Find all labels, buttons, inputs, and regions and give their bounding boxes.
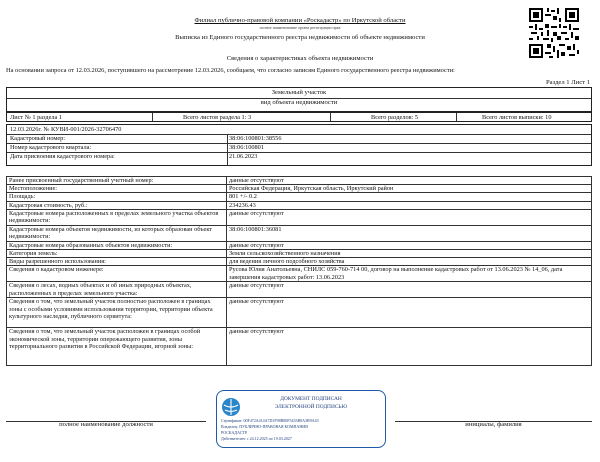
table-row	[7, 241, 592, 249]
table-row	[7, 201, 592, 209]
table-row	[7, 209, 592, 225]
table-row	[7, 193, 592, 201]
quarter-number-label: Номер кадастрового квартала:	[10, 144, 92, 151]
row-key: Сведения о лесах, водных объектах и об иных природных объектах, расположенных в пределах земельного участка:	[7, 282, 227, 298]
row-key: Кадастровые номера объектов недвижимости, из которых образован объект недвижимости:	[7, 225, 227, 241]
document-subtitle: Сведения о характеристиках объекта недвижимости	[226, 55, 374, 62]
assignment-date-label: Дата присвоения кадастрового номера:	[10, 153, 115, 160]
position-caption: полное наименование должности	[59, 421, 153, 428]
request-text: На основании запроса от 12.03.2026, поступившего на рассмотрение 12.03.2026, сообщаем, что согласно записям Единого государственного реестра недвижимости:	[6, 67, 455, 74]
identification-block	[6, 124, 592, 166]
row-value: данные отсутствуют	[227, 241, 592, 249]
table-row	[7, 282, 592, 298]
row-value: данные отсутствуют	[227, 298, 592, 328]
row-key: Виды разрешенного использования:	[7, 258, 227, 266]
row-value: данные отсутствуют	[227, 209, 592, 225]
stamp-certificate: Сертификат: 00F472A414A7D1F98B80F5433B0A3B9A43	[221, 418, 319, 423]
row-key: Категория земель:	[7, 250, 227, 258]
table-row	[7, 225, 592, 241]
object-type: Земельный участок	[271, 89, 327, 96]
object-type-box	[6, 87, 592, 112]
row-value: Русова Юлия Анатольевна, СНИЛС 059-760-714 00, договор на выполнение кадастровых работ от 13.06.2023 № 14_06, дата завершения кадастровых работ: 13.06.2023	[227, 266, 592, 282]
table-row	[7, 177, 592, 185]
table-row	[7, 258, 592, 266]
row-key: Ранее присвоенный государственный учетный номер:	[7, 177, 227, 185]
emblem-icon	[221, 397, 241, 417]
document-title: Выписка из Единого государственного реестра недвижимости об объекте недвижимости	[175, 34, 425, 41]
document-number: 12.03.2026г. № КУВИ-001/2026-32706470	[10, 126, 122, 133]
row-value: Земли сельскохозяйственного назначения	[227, 250, 592, 258]
row-value: данные отсутствуют	[227, 177, 592, 185]
stamp-owner2: РОСКАДАСТР	[221, 430, 248, 435]
object-type-caption: вид объекта недвижимости	[260, 99, 338, 106]
table-row	[7, 250, 592, 258]
row-key: Местоположение:	[7, 185, 227, 193]
name-caption: инициалы, фамилия	[465, 421, 522, 428]
cadastral-number-label: Кадастровый номер:	[10, 135, 66, 142]
org-caption: полное наименование органа регистрации прав	[259, 25, 341, 30]
row-key: Площадь:	[7, 193, 227, 201]
table-row	[7, 328, 592, 366]
total-sheets-extract: Всего листов выписки: 10	[482, 114, 552, 121]
total-sections: Всего разделов: 5	[331, 113, 457, 121]
row-value: данные отсутствуют	[227, 328, 592, 366]
electronic-signature-stamp	[216, 390, 386, 448]
row-value: 234236.43	[227, 201, 592, 209]
row-value: для ведения личного подсобного хозяйства	[227, 258, 592, 266]
row-key: Кадастровые номера образованных объектов недвижимости:	[7, 241, 227, 249]
row-value: данные отсутствуют	[227, 282, 592, 298]
cadastral-number-value: 38:06:100801:38556	[229, 135, 282, 142]
org-name: Филиал публично-правовой компании «Роскадастр» по Иркутской области	[194, 17, 406, 24]
row-value: 38:06:100801:36081	[227, 225, 592, 241]
row-key: Сведения о том, что земельный участок расположен в границах особой экономической зоны, территории опережающего развития, зоны территориального развития в Российской Федерации, игорной зоны:	[7, 328, 227, 366]
section-label: Раздел 1 Лист 1	[546, 79, 590, 86]
row-key: Сведения о кадастровом инженере:	[7, 266, 227, 282]
row-key: Сведения о том, что земельный участок полностью расположен в границах зоны с особыми условиями использования территории, территории объекта культурного наследия, публичного сервитута:	[7, 298, 227, 328]
assignment-date-value: 21.06.2023	[229, 153, 258, 160]
characteristics-table	[6, 176, 592, 366]
table-row	[7, 266, 592, 282]
row-value: Российская Федерация, Иркутская область, Иркутский район	[227, 185, 592, 193]
stamp-line2: ЭЛЕКТРОННОЙ ПОДПИСЬЮ	[274, 404, 348, 410]
table-row	[7, 185, 592, 193]
sheet-info-row	[6, 112, 592, 122]
qr-code-icon	[529, 8, 579, 58]
quarter-number-value: 38:06:100801	[229, 144, 264, 151]
table-row	[7, 298, 592, 328]
sheet-number: Лист № 1 раздела 1	[7, 113, 153, 121]
row-key: Кадастровые номера расположенных в пределах земельного участка объектов недвижимости:	[7, 209, 227, 225]
stamp-valid: Действителен: с 24.12.2025 по 19.03.2027	[221, 436, 292, 441]
stamp-owner: Владелец: ПУБЛИЧНО-ПРАВОВАЯ КОМПАНИЯ	[221, 424, 308, 429]
row-value: 801 +/- 0.2	[227, 193, 592, 201]
row-key: Кадастровая стоимость, руб.:	[7, 201, 227, 209]
total-sheets-section: Всего листов раздела 1: 3	[153, 113, 331, 121]
stamp-line1: ДОКУМЕНТ ПОДПИСАН	[280, 396, 342, 402]
